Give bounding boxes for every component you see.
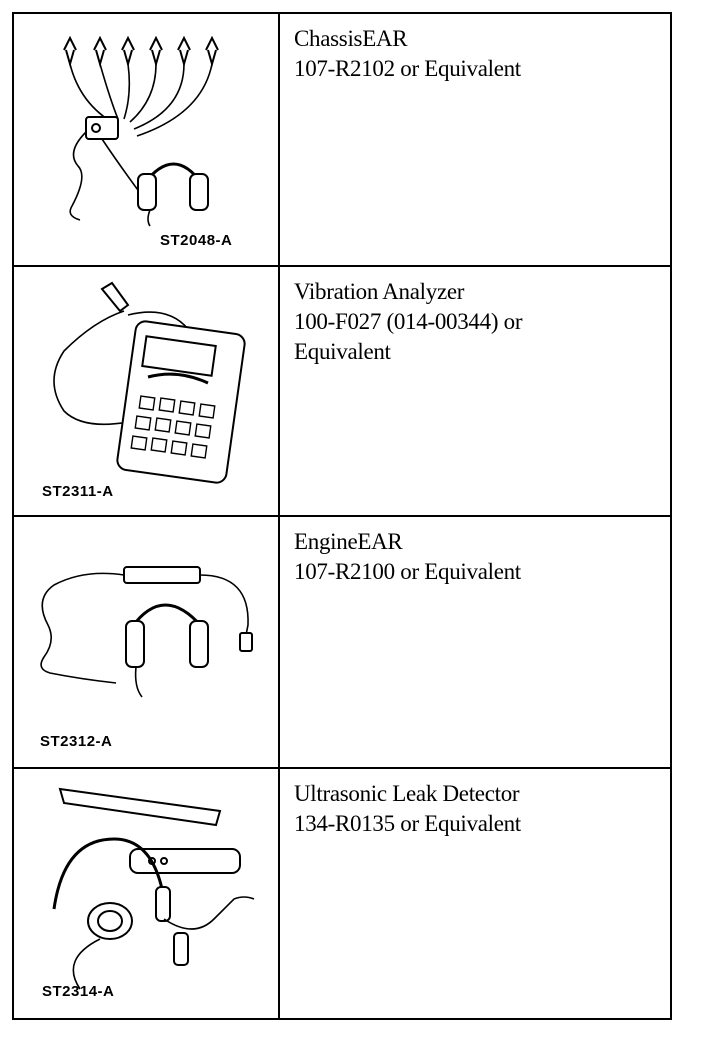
tool-name: EngineEAR [294, 529, 403, 554]
tool-description-cell [279, 768, 671, 1019]
tool-part-number: 134-R0135 or Equivalent [294, 811, 521, 836]
tool-row [13, 516, 671, 768]
tool-name: Vibration Analyzer [294, 279, 465, 304]
engine-ear-illustration [14, 517, 278, 769]
vibration-analyzer-illustration [14, 267, 278, 517]
tool-image-cell [13, 266, 279, 516]
tool-row [13, 266, 671, 516]
clamp-icon [64, 38, 218, 64]
tool-name: Ultrasonic Leak Detector [294, 781, 520, 806]
tool-part-number: 107-R2100 or Equivalent [294, 559, 521, 584]
tool-part-number: 100-F027 (014-00344) or Equivalent [294, 309, 523, 364]
tool-part-number: 107-R2102 or Equivalent [294, 56, 521, 81]
tool-row [13, 768, 671, 1019]
tool-description-cell [279, 13, 671, 266]
figure-id: ST2314-A [42, 983, 115, 1000]
figure-id: ST2048-A [160, 232, 233, 249]
tool-description-cell [279, 516, 671, 768]
tool-image-cell [13, 516, 279, 768]
tool-image-cell [13, 13, 279, 266]
tool-row [13, 13, 671, 266]
chassis-ear-illustration [14, 14, 278, 267]
tool-description-cell [279, 266, 671, 516]
figure-id: ST2311-A [42, 483, 114, 500]
tool-name: ChassisEAR [294, 26, 408, 51]
special-tools-table [12, 12, 672, 1020]
figure-id: ST2312-A [40, 733, 113, 750]
tool-image-cell [13, 768, 279, 1019]
